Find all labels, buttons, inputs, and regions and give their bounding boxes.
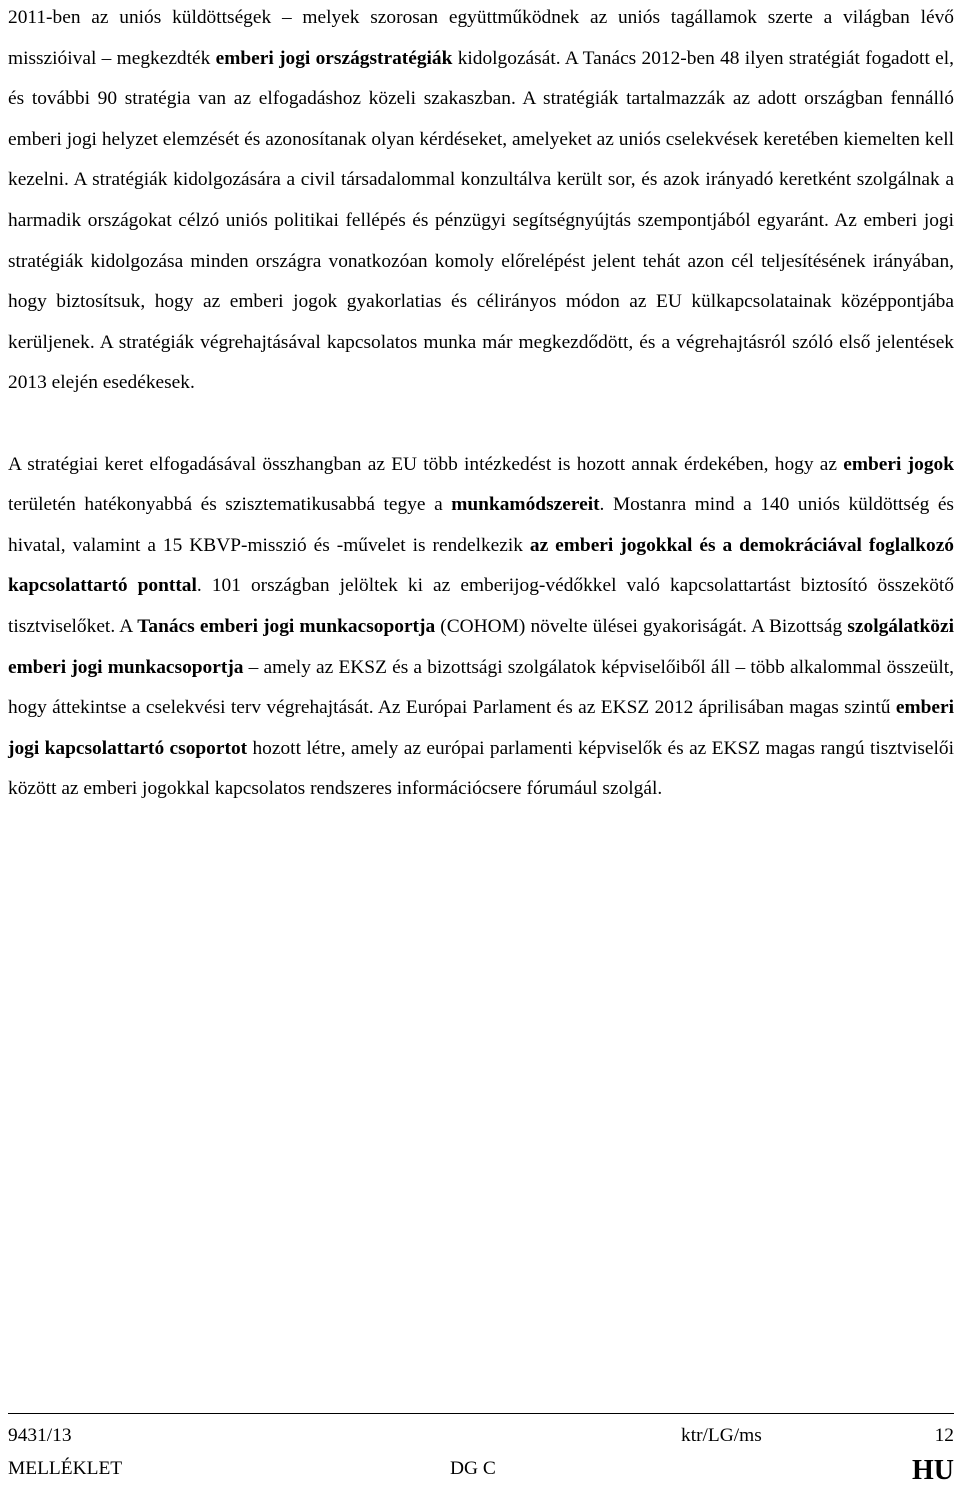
bold-text-run: emberi jogi kapcsolattartó csoportot <box>8 697 954 759</box>
text-run: (COHOM) növelte ülései gyakoriságát. A Bizottság <box>435 615 848 637</box>
text-run: hozott létre, amely az európai parlamenti képviselők és az EKSZ magas rangú tisztviselői között az emberi jogokkal kapcsolatos rendszeres információcsere fórumául szolgál. <box>8 737 954 800</box>
text-run: – amely az EKSZ és a bizottsági szolgálatok képviselőiből áll – több alkalommal összeült, hogy áttekintse a cselekvési terv végrehajtását. Az Európai Parlament és az EKSZ 2012 áprilisában magas szintű <box>8 656 954 719</box>
text-run: 2011-ben az uniós küldöttségek – melyek szorosan együttműködnek az uniós tagállamok szerte a világban lévő misszióival – megkezdték <box>8 7 954 69</box>
page-number: 12 <box>934 1425 954 1446</box>
bold-text-run: emberi jogi országstratégiák <box>215 47 453 69</box>
footer-divider <box>8 1413 954 1414</box>
bold-text-run: szolgálatközi emberi jogi munkacsoportja <box>8 615 954 678</box>
bold-text-run: munkamódszereit <box>451 494 600 516</box>
dg-label: DG C <box>450 1458 496 1479</box>
text-run: . Mostanra mind a 140 uniós küldöttség és hivatal, valamint a 15 KBVP-misszió és -művelet is rendelkezik <box>8 494 954 556</box>
document-number: 9431/13 <box>8 1425 72 1446</box>
footer-row-top <box>8 1421 954 1451</box>
text-run: . 101 országban jelöltek ki az emberijog-védőkkel való kapcsolattartást biztosító összekötő tisztviselőket. A <box>8 575 954 637</box>
language-code: HU <box>912 1455 954 1486</box>
author-code: ktr/LG/ms <box>681 1425 762 1446</box>
paragraph-country-strategies <box>8 0 954 404</box>
bold-text-run: emberi jogok <box>843 453 954 475</box>
bold-text-run: az emberi jogokkal és a demokráciával foglalkozó kapcsolattartó ponttal <box>8 534 954 597</box>
text-run: A stratégiai keret elfogadásával összhangban az EU több intézkedést is hozott annak érdekében, hogy az <box>8 453 844 475</box>
text-run: területén hatékonyabbá és szisztematikusabbá tegye a <box>8 494 452 516</box>
annex-label: MELLÉKLET <box>8 1458 123 1479</box>
page-footer <box>8 1413 954 1486</box>
text-run: kidolgozását. A Tanács 2012-ben 48 ilyen stratégiát fogadott el, és további 90 stratégia van az elfogadáshoz közeli szakaszban. A stratégiák tartalmazzák az adott országban fennálló emberi jogi helyzet elemzését és azonosítanak olyan kérdéseket, amelyeket az uniós cselekvések keretében kiemelten kell kezelni. A stratégiák kidolgozására a civil társadalommal konzultálva került sor, és azok irányadó keretként szolgálnak a harmadik országokat célzó uniós politikai fellépés és pénzügyi segítségnyújtás szempontjából egyaránt. Az emberi jogi stratégiák kidolgozása minden országra vonatkozóan komoly előrelépést jelent tehát azon cél teljesítésének irányában, hogy biztosítsuk, hogy az emberi jogok gyakorlatias és célirányos módon az EU külkapcsolatainak középpontjába kerüljenek. A stratégiák végrehajtásával kapcsolatos munka már megkezdődött, és a végrehajtásról szóló első jelentések 2013 elején esedékesek. <box>8 47 954 394</box>
body-text <box>8 0 954 810</box>
bold-text-run: Tanács emberi jogi munkacsoportja <box>137 615 436 637</box>
footer-row-bottom <box>8 1454 954 1484</box>
paragraph-working-methods <box>8 445 954 810</box>
